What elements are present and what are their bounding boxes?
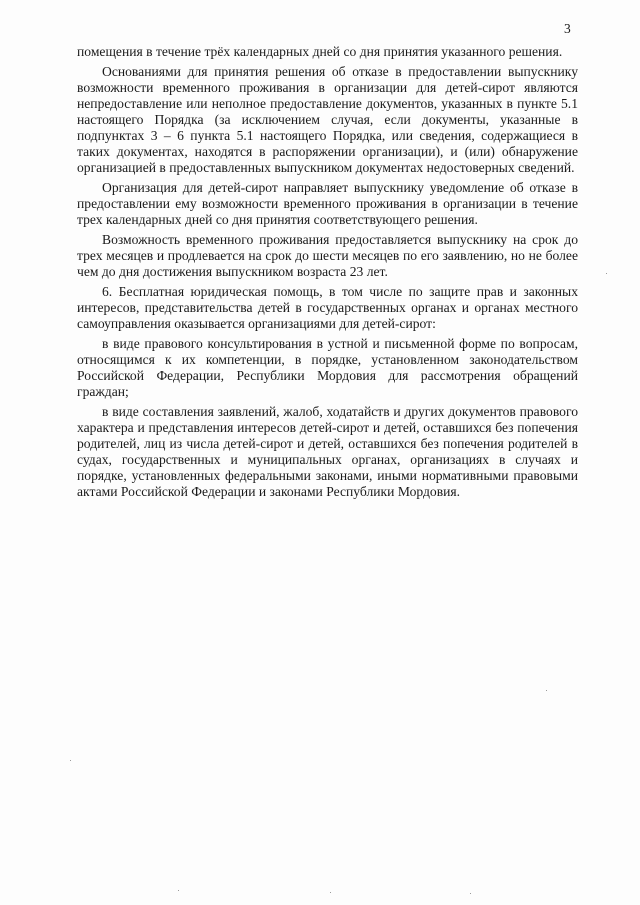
paragraph-legal-consulting: в виде правового консультирования в устной и письменной форме по вопросам, относящимся к их компетенции, в порядке, установленном законодательством Российской Федерации, Республики Мордовия для рассмотрения обращений граждан; [77, 336, 578, 399]
paragraph-refusal-grounds: Основаниями для принятия решения об отказе в предоставлении выпускнику возможности временного проживания в организации для детей-сирот являются непредоставление или неполное предоставление документов, указанных в пункте 5.1 настоящего Порядка (за исключением случая, если документы, указанные в подпунктах 3 – 6 пункта 5.1 настоящего Порядка, или сведения, содержащиеся в таких документах, находятся в распоряжении организации), и (или) обнаружение организацией в предоставленных выпускником документах недостоверных сведений. [77, 64, 578, 175]
paragraph-residence-term: Возможность временного проживания предоставляется выпускнику на срок до трех месяцев и продлевается на срок до шести месяцев по его заявлению, но не более чем до дня достижения выпускником возраста 23 лет. [77, 232, 578, 279]
paragraph-refusal-notice: Организация для детей-сирот направляет выпускнику уведомление об отказе в предоставлении ему возможности временного проживания в организации в течение трех календарных дней со дня принятия соответствующего решения. [77, 180, 578, 227]
scan-speck [606, 273, 607, 274]
document-body [77, 44, 578, 504]
paragraph-legal-documents: в виде составления заявлений, жалоб, ходатайств и других документов правового характера и представления интересов детей-сирот и детей, оставшихся без попечения родителей, лиц из числа детей-сирот и детей, оставшихся без попечения родителей в судах, государственных и муниципальных органах, организациях в случаях и порядке, установленных федеральными законами, иными нормативными правовыми актами Российской Федерации и законами Республики Мордовия. [77, 404, 578, 499]
scan-speck [178, 890, 179, 891]
scan-speck [330, 892, 331, 893]
paragraph-legal-aid: 6. Бесплатная юридическая помощь, в том числе по защите прав и законных интересов, представительства детей в государственных органах и органах местного самоуправления оказывается организациями для детей-сирот: [77, 284, 578, 331]
paragraph-continuation: помещения в течение трёх календарных дней со дня принятия указанного решения. [77, 44, 563, 59]
scan-speck [470, 893, 471, 894]
scan-speck [546, 690, 547, 691]
page-number: 3 [564, 21, 571, 36]
scan-speck [70, 760, 71, 761]
